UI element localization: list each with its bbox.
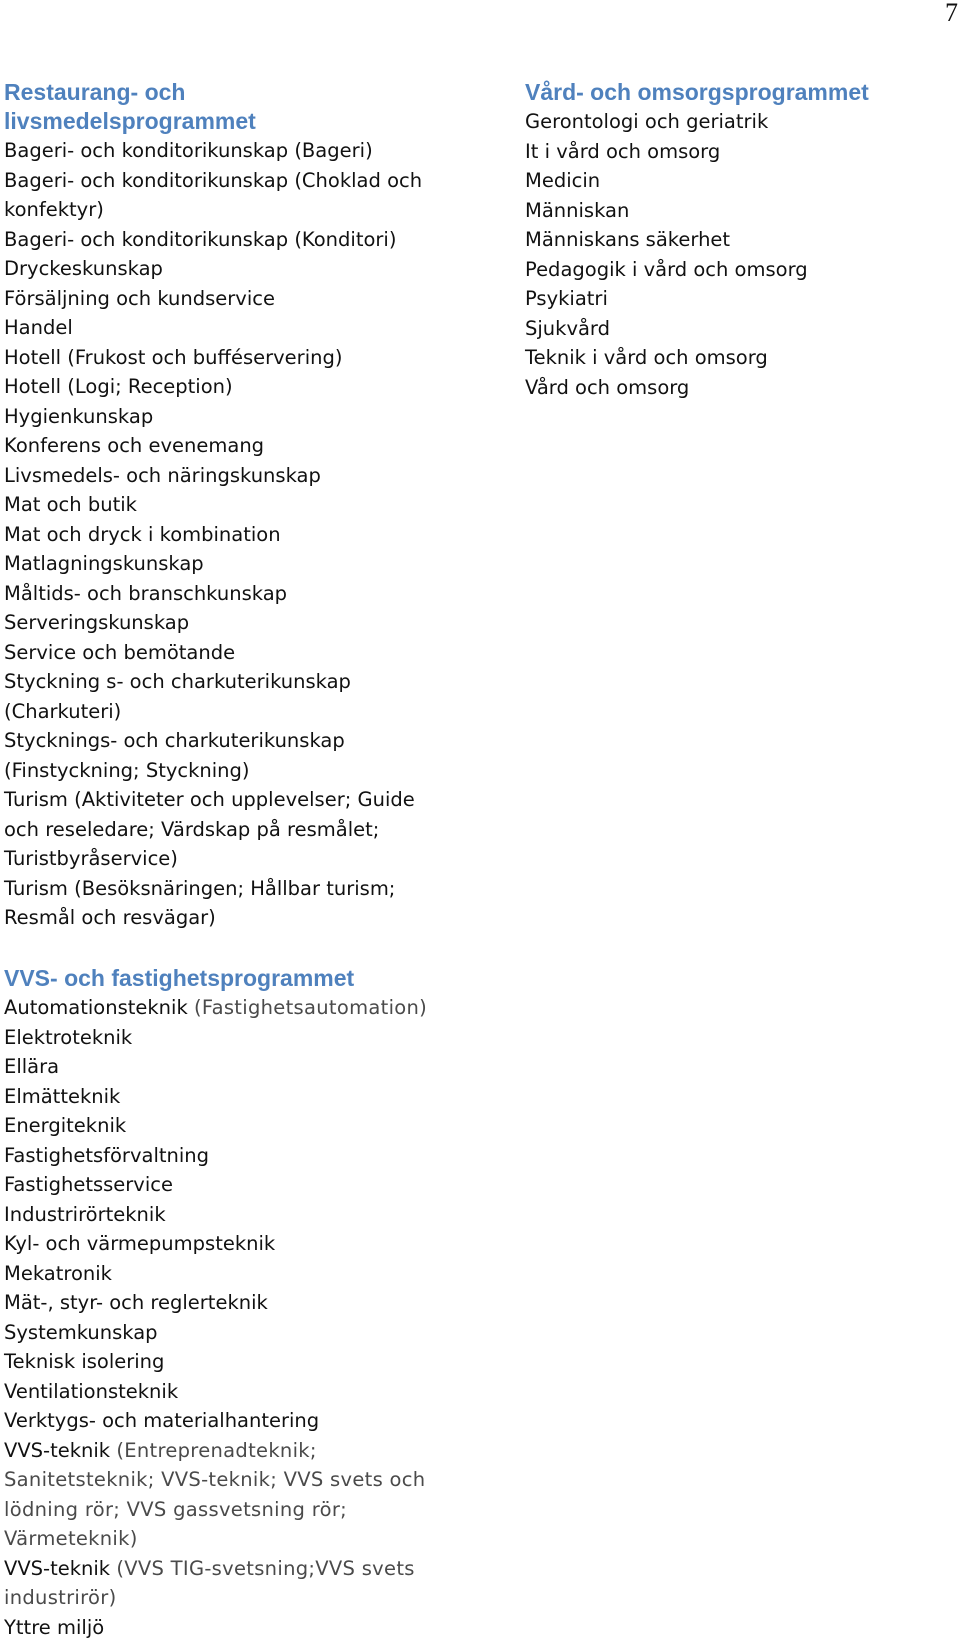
course-item: Psykiatri	[525, 284, 945, 314]
course-item	[4, 1436, 439, 1554]
course-item: Sjukvård	[525, 314, 945, 344]
course-item: Livsmedels- och näringskunskap	[4, 461, 434, 491]
course-item: Gerontologi och geriatrik	[525, 107, 945, 137]
course-name: Automationsteknik	[4, 996, 188, 1019]
course-item: Vård och omsorg	[525, 373, 945, 403]
course-item	[4, 1170, 439, 1200]
course-item	[4, 1406, 439, 1436]
course-name: Elektroteknik	[4, 1026, 132, 1049]
course-item: Hotell (Frukost och bufféservering)	[4, 343, 434, 373]
course-item: Dryckeskunskap	[4, 254, 434, 284]
course-item	[4, 1082, 439, 1112]
course-name: Fastighetsförvaltning	[4, 1144, 209, 1167]
course-item: Stycknings- och charkuterikunskap (Finstyckning; Styckning)	[4, 726, 434, 785]
course-item: Konferens och evenemang	[4, 431, 434, 461]
course-item: Turism (Aktiviteter och upplevelser; Guide och reseledare; Värdskap på resmålet; Turistbyråservice)	[4, 785, 434, 874]
section-heading: VVS- och fastighetsprogrammet	[4, 964, 464, 993]
course-name: Verktygs- och materialhantering	[4, 1409, 319, 1432]
course-item: Hotell (Logi; Reception)	[4, 372, 434, 402]
course-item	[4, 1347, 439, 1377]
course-item	[4, 1200, 439, 1230]
course-item: Mat och butik	[4, 490, 434, 520]
section-heading: Vård- och omsorgsprogrammet	[525, 78, 945, 107]
course-name: Ellära	[4, 1055, 59, 1078]
course-item	[4, 1554, 439, 1613]
course-item	[4, 1023, 439, 1053]
course-item: Hygienkunskap	[4, 402, 434, 432]
course-item: Medicin	[525, 166, 945, 196]
course-name: Energiteknik	[4, 1114, 126, 1137]
course-item	[4, 1259, 439, 1289]
course-name: Fastighetsservice	[4, 1173, 173, 1196]
course-detail: (Entreprenadteknik; Sanitetsteknik; VVS-teknik; VVS svets och lödning rör; VVS gassvetsning rör; Värmeteknik)	[4, 1439, 425, 1551]
course-item: Teknik i vård och omsorg	[525, 343, 945, 373]
course-name: Elmätteknik	[4, 1085, 120, 1108]
course-item	[4, 1111, 439, 1141]
course-item: Försäljning och kundservice	[4, 284, 434, 314]
course-item: Turism (Besöksnäringen; Hållbar turism; Resmål och resvägar)	[4, 874, 434, 933]
course-item	[4, 1288, 439, 1318]
course-name: Yttre miljö	[4, 1616, 104, 1639]
course-item: Människan	[525, 196, 945, 226]
course-item: Människans säkerhet	[525, 225, 945, 255]
course-item: Bageri- och konditorikunskap (Konditori)	[4, 225, 434, 255]
course-item: Måltids- och branschkunskap	[4, 579, 434, 609]
course-name: Mät-, styr- och reglerteknik	[4, 1291, 268, 1314]
course-item: Styckning s- och charkuterikunskap (Charkuteri)	[4, 667, 434, 726]
course-item	[4, 1141, 439, 1171]
course-list	[4, 136, 464, 933]
course-name: Industrirörteknik	[4, 1203, 166, 1226]
course-item: Handel	[4, 313, 434, 343]
course-item: Bageri- och konditorikunskap (Choklad och konfektyr)	[4, 166, 434, 225]
course-list	[4, 993, 464, 1642]
section-heading-line-1: Restaurang- och	[4, 79, 185, 105]
course-item	[4, 1318, 439, 1348]
course-name: Systemkunskap	[4, 1321, 158, 1344]
course-detail: (Fastighetsautomation)	[194, 996, 427, 1019]
page-number: 7	[945, 0, 958, 26]
course-name: VVS-teknik	[4, 1439, 110, 1462]
section-heading-line-2: livsmedelsprogrammet	[4, 108, 256, 134]
course-item: Mat och dryck i kombination	[4, 520, 434, 550]
course-item: It i vård och omsorg	[525, 137, 945, 167]
course-name: Kyl- och värmepumpsteknik	[4, 1232, 275, 1255]
course-item	[4, 1229, 439, 1259]
course-detail: (VVS TIG-svetsning;VVS svets industrirör)	[4, 1557, 415, 1610]
section-heading	[4, 78, 464, 136]
course-item	[4, 1613, 439, 1642]
course-name: Teknisk isolering	[4, 1350, 164, 1373]
course-name: Mekatronik	[4, 1262, 112, 1285]
section-vard-och-omsorgsprogrammet	[525, 78, 945, 402]
course-item: Bageri- och konditorikunskap (Bageri)	[4, 136, 434, 166]
course-item	[4, 1377, 439, 1407]
course-item: Matlagningskunskap	[4, 549, 434, 579]
course-item	[4, 1052, 439, 1082]
course-list	[525, 107, 945, 402]
course-name: Ventilationsteknik	[4, 1380, 178, 1403]
section-restaurang-och-livsmedelsprogrammet	[4, 78, 464, 933]
course-item: Pedagogik i vård och omsorg	[525, 255, 945, 285]
course-item: Service och bemötande	[4, 638, 434, 668]
course-item	[4, 993, 439, 1023]
course-item: Serveringskunskap	[4, 608, 434, 638]
section-vvs-och-fastighetsprogrammet	[4, 964, 464, 1642]
course-name: VVS-teknik	[4, 1557, 110, 1580]
